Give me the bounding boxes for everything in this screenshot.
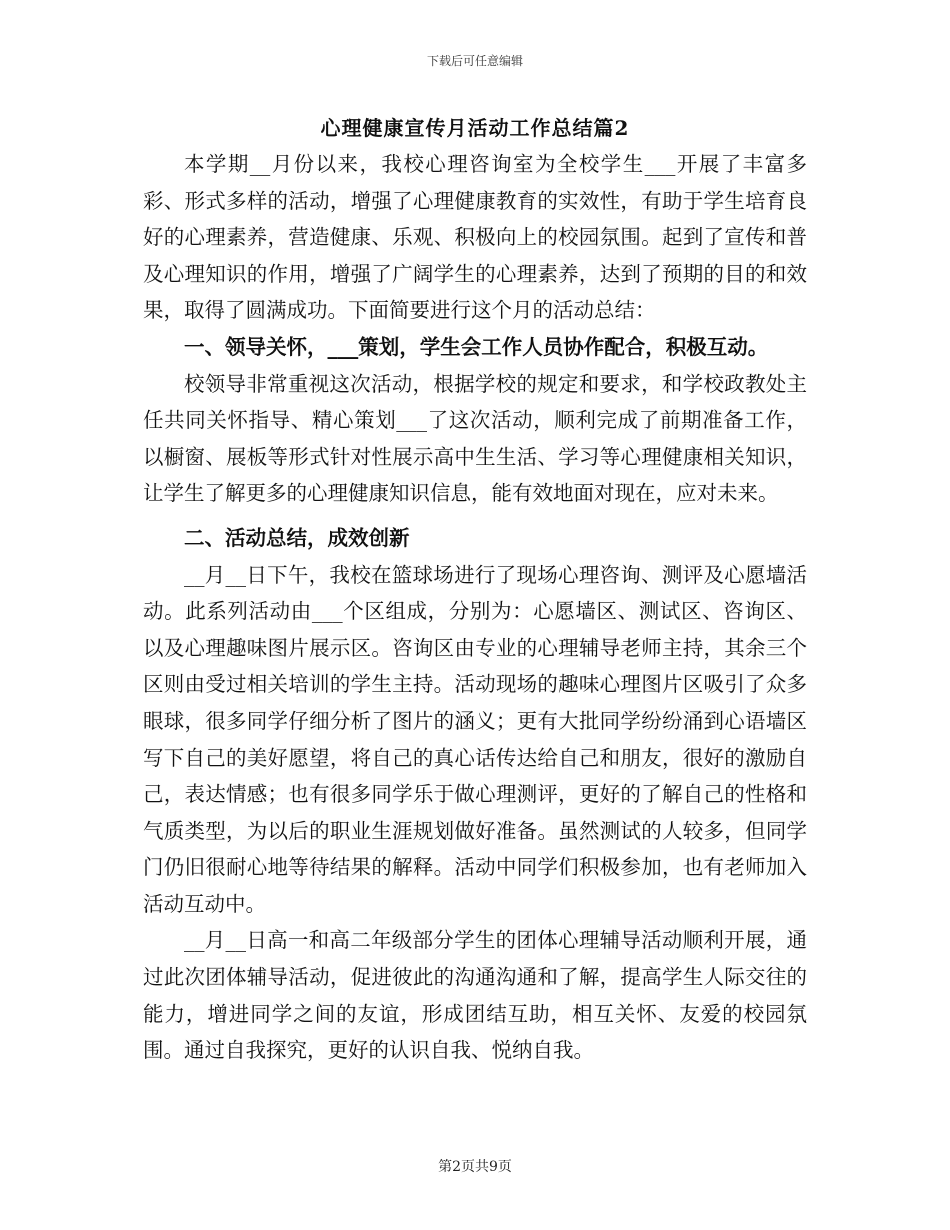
document-body <box>143 146 807 1069</box>
header-note: 下载后可任意编辑 <box>426 54 523 68</box>
paragraph-intro: 本学期__月份以来，我校心理咨询室为全校学生___开展了丰富多彩、形式多样的活动，增强了心理健康教育的实效性，有助于学生培育良好的心理素养，营造健康、乐观、积极向上的校园氛围。起到了宣传和普及心理知识的作用，增强了广阔学生的心理素养，达到了预期的目的和效果，取得了圆满成功。下面简要进行这个月的活动总结： <box>143 152 807 323</box>
section-heading-1: 一、领导关怀，___策划，学生会工作人员协作配合，积极互动。 <box>184 334 769 359</box>
section-heading-2: 二、活动总结，成效创新 <box>184 525 410 550</box>
paragraph-group-counseling: __月__日高一和高二年级部分学生的团体心理辅导活动顺利开展，通过此次团体辅导活动，促进彼此的沟通沟通和了解，提高学生人际交往的能力，增进同学之间的友谊，形成团结互助，相互关怀、友爱的校园氛围。通过自我探究，更好的认识自我、悦纳自我。 <box>143 928 807 1063</box>
document-title: 心理健康宣传月活动工作总结篇2 <box>320 116 630 140</box>
paragraph-leadership: 校领导非常重视这次活动，根据学校的规定和要求，和学校政教处主任共同关怀指导、精心策划___了这次活动，顺利完成了前期准备工作，以橱窗、展板等形式针对性展示高中生生活、学习等心理健康相关知识，让学生了解更多的心理健康知识信息，能有效地面对现在，应对未来。 <box>143 371 807 506</box>
page-number: 第2页共9页 <box>438 1159 512 1175</box>
paragraph-activity: __月__日下午，我校在篮球场进行了现场心理咨询、测评及心愿墙活动。此系列活动由___个区组成，分别为：心愿墙区、测试区、咨询区、以及心理趣味图片展示区。咨询区由专业的心理辅导老师主持，其余三个区则由受过相关培训的学生主持。活动现场的趣味心理图片区吸引了众多眼球，很多同学仔细分析了图片的涵义；更有大批同学纷纷涌到心语墙区写下自己的美好愿望，将自己的真心话传达给自己和朋友，很好的激励自己，表达情感；也有很多同学乐于做心理测评，更好的了解自己的性格和气质类型，为以后的职业生涯规划做好准备。虽然测试的人较多，但同学门仍旧很耐心地等待结果的解释。活动中同学们积极参加，也有老师加入活动互动中。 <box>143 562 807 916</box>
